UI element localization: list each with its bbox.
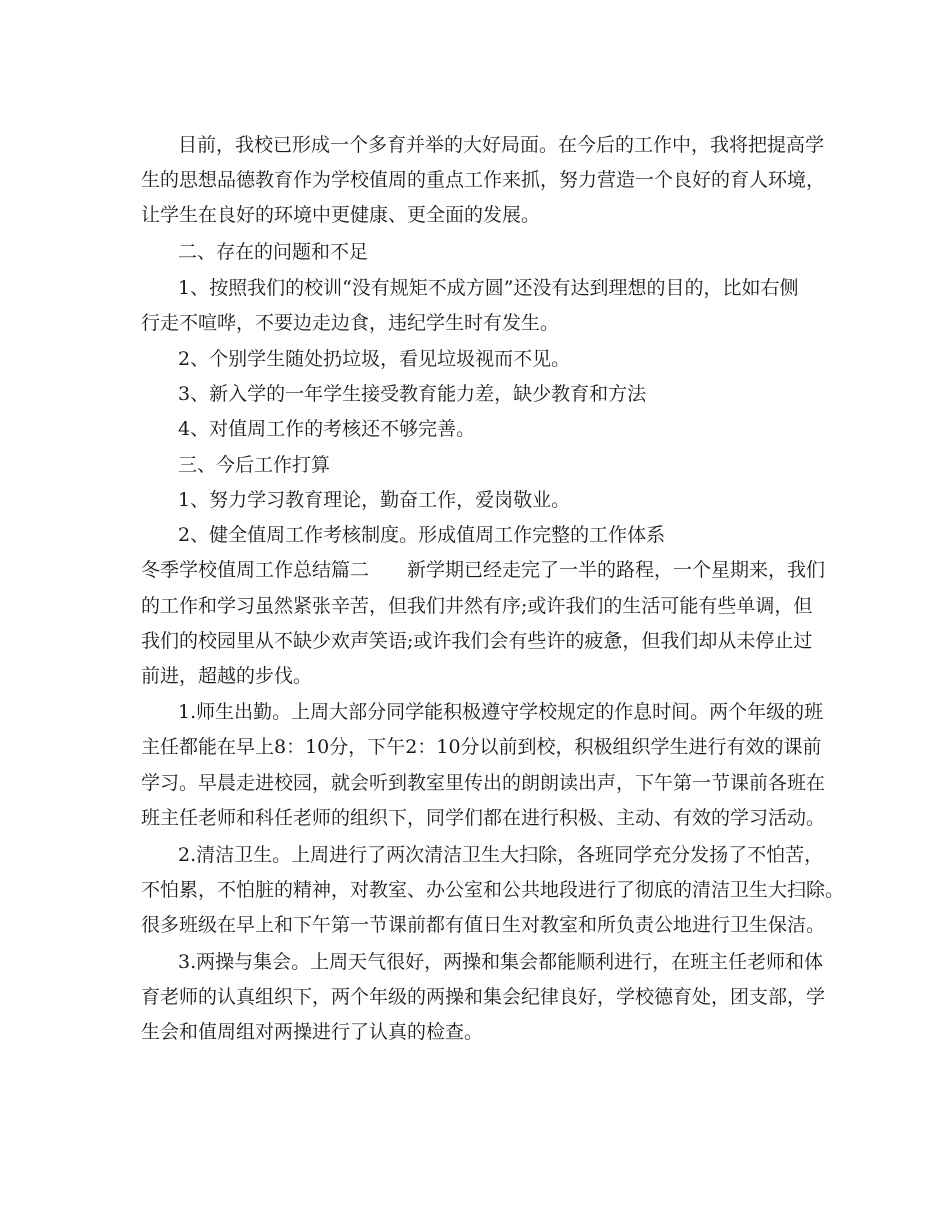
- paragraph-line: 前进，超越的步伐。: [141, 665, 313, 687]
- paragraph-line: 不怕累，不怕脏的精神，对教室、办公室和公共地段进行了彻底的清洁卫生大扫除。: [141, 879, 845, 901]
- list-item: 2.清洁卫生。上周进行了两次清洁卫生大扫除，各班同学充分发扬了不怕苦，: [178, 844, 824, 866]
- section-heading: 三、今后工作打算: [178, 454, 331, 476]
- list-item: 2、健全值周工作考核制度。形成值周工作完整的工作体系: [178, 524, 666, 546]
- article-title-line: 冬季学校值周工作总结篇二 新学期已经走完了一半的路程，一个星期来，我们: [141, 559, 826, 581]
- paragraph-line: 班主任老师和科任老师的组织下，同学们都在进行积极、主动、有效的学习活动。: [141, 807, 826, 829]
- paragraph-line: 育老师的认真组织下，两个年级的两操和集会纪律良好，学校德育处，团支部，学: [141, 986, 826, 1008]
- paragraph-line: 让学生在良好的环境中更健康、更全面的发展。: [141, 204, 541, 226]
- paragraph-line: 的工作和学习虽然紧张辛苦，但我们井然有序;或许我们的生活可能有些单调，但: [141, 595, 813, 617]
- list-item: 3.两操与集会。上周天气很好，两操和集会都能顺利进行，在班主任老师和体: [178, 951, 824, 973]
- section-heading: 二、存在的问题和不足: [178, 241, 369, 263]
- paragraph-line: 目前，我校已形成一个多育并举的大好局面。在今后的工作中，我将把提高学: [178, 134, 825, 156]
- list-item: 1、按照我们的校训“没有规矩不成方圆”还没有达到理想的目的，比如右侧: [178, 277, 799, 299]
- list-item: 2、个别学生随处扔垃圾，看见垃圾视而不见。: [178, 348, 571, 370]
- list-item: 3、新入学的一年学生接受教育能力差，缺少教育和方法: [178, 383, 647, 405]
- paragraph-line: 行走不喧哗，不要边走边食，违纪学生时有发生。: [141, 312, 560, 334]
- paragraph-line: 很多班级在早上和下午第一节课前都有值日生对教室和所负责公地进行卫生保洁。: [141, 914, 826, 936]
- paragraph-line: 生会和值周组对两操进行了认真的检查。: [141, 1021, 484, 1043]
- list-item: 1、努力学习教育理论，勤奋工作，爱岗敬业。: [178, 489, 571, 511]
- list-item: 1.师生出勤。上周大部分同学能积极遵守学校规定的作息时间。两个年级的班: [178, 701, 824, 723]
- paragraph-line: 主任都能在早上8：10分，下午2：10分以前到校，积极组织学生进行有效的课前: [141, 736, 822, 758]
- paragraph-line: 生的思想品德教育作为学校值周的重点工作来抓，努力营造一个良好的育人环境，: [141, 169, 826, 191]
- list-item: 4、对值周工作的考核还不够完善。: [178, 418, 476, 440]
- paragraph-line: 学习。早晨走进校园，就会听到教室里传出的朗朗读出声，下午第一节课前各班在: [141, 772, 826, 794]
- paragraph-line: 我们的校园里从不缺少欢声笑语;或许我们会有些许的疲惫，但我们却从未停止过: [141, 630, 813, 652]
